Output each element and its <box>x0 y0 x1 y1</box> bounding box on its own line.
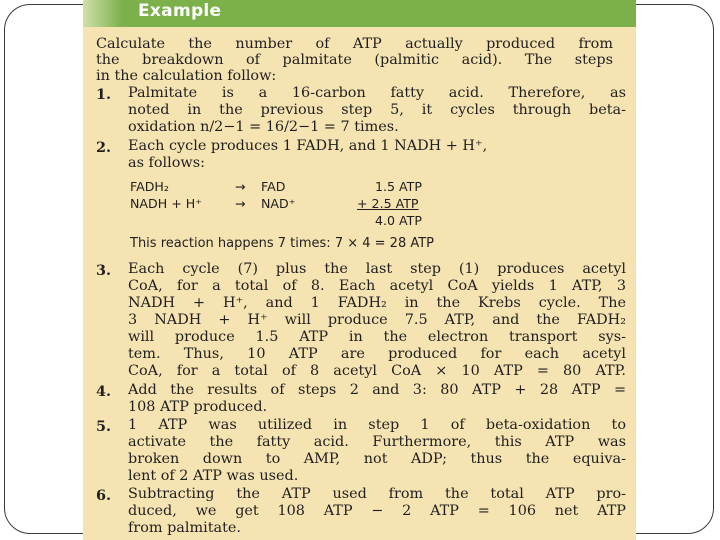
step-6-line-2: duced, we get 108 ATP − 2 ATP = 106 net ATP <box>128 503 626 519</box>
step-1-line-2: noted in the previous step 5, it cycles through beta- <box>128 102 626 118</box>
step-6-number: 6. <box>96 487 112 504</box>
step-5-line-4: lent of 2 ATP was used. <box>128 468 299 484</box>
step-4-line-2: 108 ATP produced. <box>128 399 268 415</box>
step-3-line-5: will produce 1.5 ATP in the electron transport sys- <box>128 329 626 345</box>
eq-row1-product: FAD <box>261 179 286 194</box>
header-fade <box>83 0 123 27</box>
step-3-line-3: NADH + H⁺, and 1 FADH₂ in the Krebs cycle. The <box>128 295 626 311</box>
step-5-number: 5. <box>96 418 112 435</box>
step-4-line-1: Add the results of steps 2 and 3: 80 ATP + 28 ATP = <box>128 382 626 398</box>
step-6-line-1: Subtracting the ATP used from the total ATP pro- <box>128 486 626 502</box>
example-header <box>83 0 636 27</box>
step-3-line-6: tem. Thus, 10 ATP are produced for each acetyl <box>128 346 626 362</box>
step-2-line-2: as follows: <box>128 155 205 171</box>
eq-row2-reactant: NADH + H⁺ <box>130 196 202 211</box>
eq-row2-arrow: → <box>235 196 246 211</box>
step-6-line-3: from palmitate. <box>128 520 241 536</box>
intro-line-1: Calculate the number of ATP actually produced from <box>96 36 613 52</box>
step-2-line-1: Each cycle produces 1 FADH, and 1 NADH + H⁺, <box>128 138 488 154</box>
eq-row2-product: NAD⁺ <box>261 196 296 211</box>
eq-row2-value: + 2.5 ATP <box>357 196 419 211</box>
eq-row1-arrow: → <box>235 179 246 194</box>
step-5-line-2: activate the fatty acid. Furthermore, this ATP was <box>128 434 626 450</box>
step-4-number: 4. <box>96 383 112 400</box>
step-1-line-1: Palmitate is a 16-carbon fatty acid. Therefore, as <box>128 85 626 101</box>
step-5-line-3: broken down to AMP, not ADP; thus the equiva- <box>128 451 626 467</box>
step-3-line-7: CoA, for a total of 8 acetyl CoA × 10 ATP = 80 ATP. <box>128 363 626 379</box>
step-5-line-1: 1 ATP was utilized in step 1 of beta-oxidation to <box>128 417 626 433</box>
step-3-line-2: CoA, for a total of 8. Each acetyl CoA yields 1 ATP, 3 <box>128 278 626 294</box>
step-3-number: 3. <box>96 262 112 279</box>
example-panel <box>83 0 636 540</box>
step-3-line-1: Each cycle (7) plus the last step (1) produces acetyl <box>128 261 626 277</box>
intro-line-2: the breakdown of palmitate (palmitic acid). The steps <box>96 52 613 68</box>
step-1-line-3: oxidation n/2−1 = 16/2−1 = 7 times. <box>128 119 399 135</box>
intro-line-3: in the calculation follow: <box>96 68 277 84</box>
reaction-note: This reaction happens 7 times: 7 × 4 = 28 ATP <box>130 236 435 251</box>
step-3-line-4: 3 NADH + H⁺ will produce 7.5 ATP, and the FADH₂ <box>128 312 626 328</box>
eq-row1-value: 1.5 ATP <box>375 179 422 194</box>
eq-row1-reactant: FADH₂ <box>130 179 169 194</box>
step-2-number: 2. <box>96 139 112 156</box>
step-1-number: 1. <box>96 86 112 103</box>
example-title: Example <box>138 1 222 21</box>
eq-total: 4.0 ATP <box>375 213 422 228</box>
